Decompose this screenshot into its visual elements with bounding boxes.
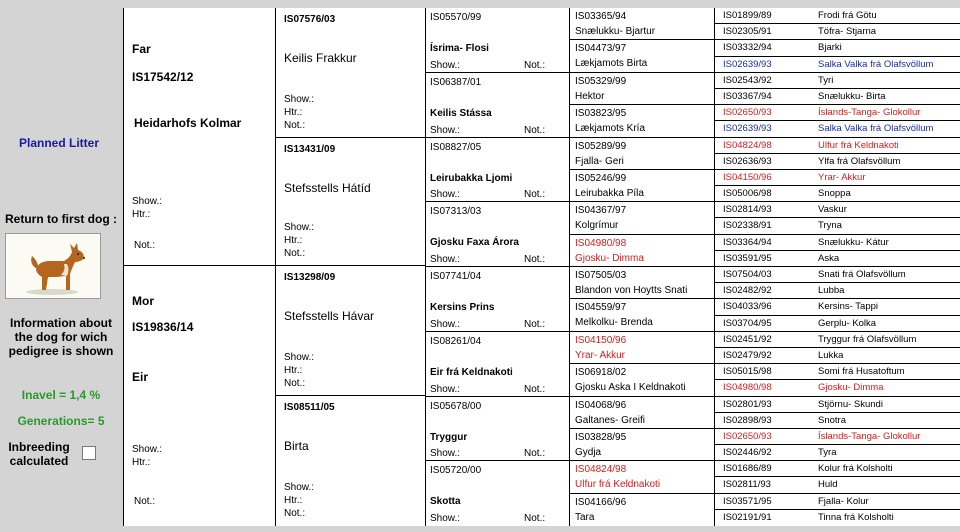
gen5-name: Kersins- Tappi xyxy=(818,301,879,312)
show-label: Show.: xyxy=(284,222,315,233)
gen4-cell[interactable] xyxy=(569,138,714,170)
gen5-reg: IS05006/98 xyxy=(723,188,772,199)
gen3-cell[interactable] xyxy=(425,8,569,73)
dam-cell[interactable] xyxy=(123,266,275,526)
gen4-cell[interactable] xyxy=(569,494,714,526)
not-label: Not.: xyxy=(284,119,306,131)
gen4-name: Gjosku Aska I Keldnakoti xyxy=(575,382,686,393)
gen2-name: Stefsstells Hátíd xyxy=(284,180,371,195)
gen3-name: Tryggur xyxy=(430,432,468,443)
gen5-row[interactable] xyxy=(714,461,960,477)
gen4-cell[interactable] xyxy=(569,267,714,299)
gen5-row[interactable] xyxy=(714,73,960,89)
not-label: Not.: xyxy=(524,189,546,200)
gen5-name: Huld xyxy=(818,479,838,490)
htr-label: Htr.: xyxy=(284,364,303,376)
not-label: Not.: xyxy=(134,496,156,507)
gen2-name: Stefsstells Hávar xyxy=(284,309,375,323)
gen5-row[interactable] xyxy=(714,332,960,348)
show-label: Show.: xyxy=(430,125,461,136)
gen5-name: Somi frá Husatoftum xyxy=(818,366,905,377)
gen5-reg: IS02898/93 xyxy=(723,415,772,426)
gen4-name: Snælukku- Bjartur xyxy=(575,26,656,37)
gen5-row[interactable] xyxy=(714,170,960,186)
not-label: Not.: xyxy=(524,448,546,459)
gen4-name: Galtanes- Greifi xyxy=(575,415,646,426)
gen4-reg: IS06918/02 xyxy=(575,367,627,378)
pedigree-table xyxy=(123,8,960,526)
gen5-reg: IS02482/92 xyxy=(723,285,772,296)
gen5-name: Stjörnu- Skundi xyxy=(818,399,883,410)
gen3-reg: IS07313/03 xyxy=(430,206,482,217)
sire-name: Heidarhofs Kolmar xyxy=(134,116,242,130)
gen5-name: Tryna xyxy=(818,220,842,231)
gen5-row[interactable] xyxy=(714,40,960,57)
gen5-name: Salka Valka frá Olafsvöllum xyxy=(818,59,934,70)
planned-litter-link[interactable]: Planned Litter xyxy=(18,136,99,150)
not-label: Not.: xyxy=(284,508,306,519)
gen3-reg: IS06387/01 xyxy=(430,77,482,88)
show-label: Show.: xyxy=(430,513,461,524)
gen4-reg: IS03828/95 xyxy=(575,432,627,443)
gen5-row[interactable] xyxy=(714,57,960,73)
gen5-name: Tyra xyxy=(818,447,837,458)
gen5-reg: IS02811/93 xyxy=(723,479,771,490)
gen5-row[interactable] xyxy=(714,121,960,138)
gen5-name: Yrar- Akkur xyxy=(818,172,866,183)
gen5-name: Snoppa xyxy=(818,188,851,199)
gen4-name: Lækjamots Birta xyxy=(575,58,648,69)
gen5-reg: IS02650/93 xyxy=(723,107,772,118)
gen3-name: Keilis Stássa xyxy=(430,108,492,119)
gen3-reg: IS05720/00 xyxy=(430,465,482,476)
gen5-row[interactable] xyxy=(714,380,960,397)
gen5-reg: IS02639/93 xyxy=(723,59,772,70)
gen5-name: Snælukku- Kátur xyxy=(818,237,889,248)
gen4-reg: IS04980/98 xyxy=(575,238,627,249)
gen3-cell[interactable] xyxy=(425,461,569,526)
info-text: Information about the dog for wich pedigree is shown xyxy=(8,316,114,358)
gen4-reg: IS04824/98 xyxy=(575,464,627,475)
gen2-cell[interactable] xyxy=(275,8,425,138)
gen5-row[interactable] xyxy=(714,251,960,267)
dam-name: Eir xyxy=(132,370,149,384)
gen4-reg: IS05289/99 xyxy=(575,141,627,152)
show-label: Show.: xyxy=(132,444,163,455)
gen5-row[interactable] xyxy=(714,364,960,380)
gen5-row[interactable] xyxy=(714,105,960,121)
gen5-reg: IS02479/92 xyxy=(723,350,772,361)
dam-reg: IS19836/14 xyxy=(132,320,194,334)
gen5-row[interactable] xyxy=(714,138,960,154)
gen5-row[interactable] xyxy=(714,510,960,526)
gen5-row[interactable] xyxy=(714,235,960,251)
gen4-reg: IS03823/95 xyxy=(575,108,627,119)
gen5-row[interactable] xyxy=(714,477,960,494)
gen4-cell[interactable] xyxy=(569,170,714,202)
gen5-row[interactable] xyxy=(714,186,960,202)
gen4-name: Fjalla- Geri xyxy=(575,156,624,167)
gen2-reg: IS13431/09 xyxy=(284,143,336,155)
gen5-name: Ulfur frá Keldnakoti xyxy=(818,140,899,151)
htr-label: Htr.: xyxy=(284,235,303,246)
gen5-name: Frodi frá Götu xyxy=(818,10,877,21)
gen5-row[interactable] xyxy=(714,218,960,235)
gen5-reg: IS03571/95 xyxy=(723,496,772,507)
gen5-reg: IS02543/92 xyxy=(723,75,772,86)
gen5-name: Aska xyxy=(818,253,840,264)
gen5-reg: IS03704/95 xyxy=(723,318,772,329)
show-label: Show.: xyxy=(284,93,315,105)
gen4-name: Yrar- Akkur xyxy=(575,350,626,361)
gen4-cell[interactable] xyxy=(569,73,714,105)
gen5-name: Tryggur frá Olafsvöllum xyxy=(818,334,917,345)
gen4-cell[interactable] xyxy=(569,332,714,364)
gen4-reg: IS04473/97 xyxy=(575,43,627,54)
gen4-reg: IS03365/94 xyxy=(575,11,627,22)
show-label: Show.: xyxy=(430,448,461,459)
gen5-reg: IS05015/98 xyxy=(723,366,772,377)
gen5-name: Íslands-Tanga- Glokollur xyxy=(818,107,921,118)
gen4-cell[interactable] xyxy=(569,202,714,235)
show-label: Show.: xyxy=(430,254,461,265)
gen5-reg: IS03332/94 xyxy=(723,42,772,53)
gen3-name: Ísrima- Flosi xyxy=(430,43,489,54)
show-label: Show.: xyxy=(284,351,315,363)
gen5-row[interactable] xyxy=(714,89,960,105)
htr-label: Htr.: xyxy=(284,495,303,506)
not-label: Not.: xyxy=(524,384,546,395)
gen5-row[interactable] xyxy=(714,348,960,364)
gen4-cell[interactable] xyxy=(569,40,714,73)
htr-label: Htr.: xyxy=(284,106,303,118)
gen3-reg: IS05678/00 xyxy=(430,401,482,412)
gen4-name: Lækjamots Kría xyxy=(575,123,646,134)
gen3-reg: IS08261/04 xyxy=(430,336,482,347)
gen4-cell[interactable] xyxy=(569,8,714,40)
gen4-reg: IS04166/96 xyxy=(575,497,627,508)
gen4-reg: IS04559/97 xyxy=(575,302,627,313)
gen5-reg: IS01686/89 xyxy=(723,463,772,474)
gen5-row[interactable] xyxy=(714,316,960,332)
gen2-cell[interactable] xyxy=(275,138,425,267)
inbreeding-label: Inbreeding calculated xyxy=(8,440,70,468)
gen4-reg: IS04367/97 xyxy=(575,205,627,216)
gen4-name: Gjosku- Dimma xyxy=(575,253,644,264)
gen5-name: Íslands-Tanga- Glokollur xyxy=(818,431,921,442)
gen4-reg: IS05246/99 xyxy=(575,173,627,184)
show-label: Show.: xyxy=(430,189,461,200)
not-label: Not.: xyxy=(524,513,546,524)
sidebar xyxy=(0,0,122,532)
gen5-reg: IS04033/96 xyxy=(723,301,772,312)
gen4-cell[interactable] xyxy=(569,429,714,461)
gen5-reg: IS02305/91 xyxy=(723,26,772,37)
show-label: Show.: xyxy=(430,384,461,395)
not-label: Not.: xyxy=(284,377,306,389)
not-label: Not.: xyxy=(524,125,546,136)
gen5-name: Ylfa frá Olafsvöllum xyxy=(818,156,901,167)
gen5-reg: IS03367/94 xyxy=(723,91,772,102)
gen4-name: Melkolku- Brenda xyxy=(575,317,653,328)
gen4-name: Gydja xyxy=(575,447,602,458)
gen5-name: Gerplu- Kolka xyxy=(818,318,877,329)
gen5-row[interactable] xyxy=(714,267,960,283)
gen5-row[interactable] xyxy=(714,154,960,170)
gen5-reg: IS03591/95 xyxy=(723,253,772,264)
gen3-name: Eir frá Keldnakoti xyxy=(430,367,513,378)
gen5-reg: IS03364/94 xyxy=(723,237,772,248)
gen4-cell[interactable] xyxy=(569,105,714,138)
gen5-name: Kolur frá Kolsholti xyxy=(818,463,893,474)
gen5-name: Tinna frá Kolsholti xyxy=(818,512,894,523)
gen3-reg: IS08827/05 xyxy=(430,142,482,153)
gen2-reg: IS08511/05 xyxy=(284,401,335,413)
gen4-name: Tara xyxy=(575,512,595,523)
gen5-reg: IS02801/93 xyxy=(723,399,772,410)
gen5-row[interactable] xyxy=(714,8,960,24)
gen5-row[interactable] xyxy=(714,299,960,316)
gen5-reg: IS02338/91 xyxy=(723,220,772,231)
show-label: Show.: xyxy=(430,60,461,71)
gen4-cell[interactable] xyxy=(569,235,714,267)
gen4-cell[interactable] xyxy=(569,364,714,397)
gen5-name: Lukka xyxy=(818,350,844,361)
gen5-name: Snælukku- Birta xyxy=(818,91,886,102)
show-label: Show.: xyxy=(430,319,461,330)
gen5-row[interactable] xyxy=(714,397,960,413)
gen4-name: Kolgrímur xyxy=(575,220,619,231)
gen3-name: Skotta xyxy=(430,496,461,507)
gen4-cell[interactable] xyxy=(569,397,714,429)
return-to-first-dog-button[interactable] xyxy=(5,233,101,299)
gen5-reg: IS02446/92 xyxy=(723,447,772,458)
gen5-name: Salka Valka frá Olafsvöllum xyxy=(818,123,934,134)
gen4-cell[interactable] xyxy=(569,461,714,494)
gen5-name: Lubba xyxy=(818,285,845,296)
gen5-name: Vaskur xyxy=(818,204,847,215)
gen5-reg: IS02814/93 xyxy=(723,204,772,215)
gen5-reg: IS02451/92 xyxy=(723,334,772,345)
not-label: Not.: xyxy=(284,248,306,259)
gen5-row[interactable] xyxy=(714,24,960,40)
show-label: Show.: xyxy=(284,482,315,493)
gen5-reg: IS02650/93 xyxy=(723,431,772,442)
gen3-reg: IS05570/99 xyxy=(430,12,482,23)
gen5-reg: IS01899/89 xyxy=(723,10,772,21)
generations-value: Generations= 5 xyxy=(17,414,105,428)
gen2-reg: IS07576/03 xyxy=(284,14,336,25)
gen3-cell[interactable] xyxy=(425,73,569,138)
gen5-name: Töfra- Stjarna xyxy=(818,26,877,37)
gen4-name: Leirubakka Píla xyxy=(575,188,644,199)
gen2-reg: IS13298/09 xyxy=(284,272,336,283)
gen5-row[interactable] xyxy=(714,283,960,299)
gen3-cell[interactable] xyxy=(425,138,569,202)
gen2-cell[interactable] xyxy=(275,396,425,527)
gen5-name: Snotra xyxy=(818,415,846,426)
gen4-reg: IS04150/96 xyxy=(575,335,627,346)
not-label: Not.: xyxy=(524,60,546,71)
gen4-cell[interactable] xyxy=(569,299,714,332)
sire-cell[interactable] xyxy=(123,8,275,266)
gen4-reg: IS04068/96 xyxy=(575,400,627,411)
not-label: Not.: xyxy=(524,254,546,265)
dog-icon xyxy=(6,234,100,298)
gen5-reg: IS04824/98 xyxy=(723,140,772,151)
sire-role: Far xyxy=(132,42,151,56)
gen5-reg: IS02191/91 xyxy=(723,512,772,523)
gen3-cell[interactable] xyxy=(425,267,569,332)
gen3-cell[interactable] xyxy=(425,202,569,267)
gen5-reg: IS04150/96 xyxy=(723,172,772,183)
not-label: Not.: xyxy=(524,319,546,330)
gen5-reg: IS07504/03 xyxy=(723,269,772,280)
gen2-cell[interactable] xyxy=(275,266,425,396)
gen4-name: Hektor xyxy=(575,91,605,102)
gen4-name: Ulfur frá Keldnakoti xyxy=(575,479,661,490)
not-label: Not.: xyxy=(134,240,156,251)
gen3-name: Leirubakka Ljomi xyxy=(430,173,513,184)
gen5-row[interactable] xyxy=(714,429,960,445)
gen5-row[interactable] xyxy=(714,494,960,510)
dam-role: Mor xyxy=(132,294,154,308)
gen5-reg: IS02636/93 xyxy=(723,156,772,167)
gen4-reg: IS07505/03 xyxy=(575,270,627,281)
gen2-name: Birta xyxy=(284,438,309,453)
gen3-cell[interactable] xyxy=(425,332,569,397)
gen5-name: Bjarki xyxy=(818,42,842,53)
gen5-row[interactable] xyxy=(714,413,960,429)
gen3-cell[interactable] xyxy=(425,397,569,461)
gen5-reg: IS02639/93 xyxy=(723,123,772,134)
gen2-name: Keilis Frakkur xyxy=(284,51,357,65)
gen5-name: Fjalla- Kolur xyxy=(818,496,869,507)
gen3-reg: IS07741/04 xyxy=(430,271,482,282)
gen5-row[interactable] xyxy=(714,202,960,218)
gen5-name: Tyri xyxy=(818,75,834,86)
gen5-name: Snati frá Olafsvöllum xyxy=(818,269,906,280)
htr-label: Htr.: xyxy=(132,457,151,468)
gen5-row[interactable] xyxy=(714,445,960,461)
gen3-name: Gjosku Faxa Árora xyxy=(430,237,519,248)
htr-label: Htr.: xyxy=(132,209,151,220)
gen4-reg: IS05329/99 xyxy=(575,76,627,87)
gen5-name: Gjosku- Dimma xyxy=(818,382,884,393)
sire-reg: IS17542/12 xyxy=(132,70,194,84)
inavel-value: Inavel = 1,4 % xyxy=(21,388,101,402)
show-label: Show.: xyxy=(132,196,163,207)
return-label: Return to first dog : xyxy=(5,212,117,226)
gen4-name: Blandon von Hoytts Snati xyxy=(575,285,688,296)
gen5-reg: IS04980/98 xyxy=(723,382,772,393)
inbreeding-checkbox[interactable] xyxy=(82,446,96,460)
gen3-name: Kersins Prins xyxy=(430,302,495,313)
